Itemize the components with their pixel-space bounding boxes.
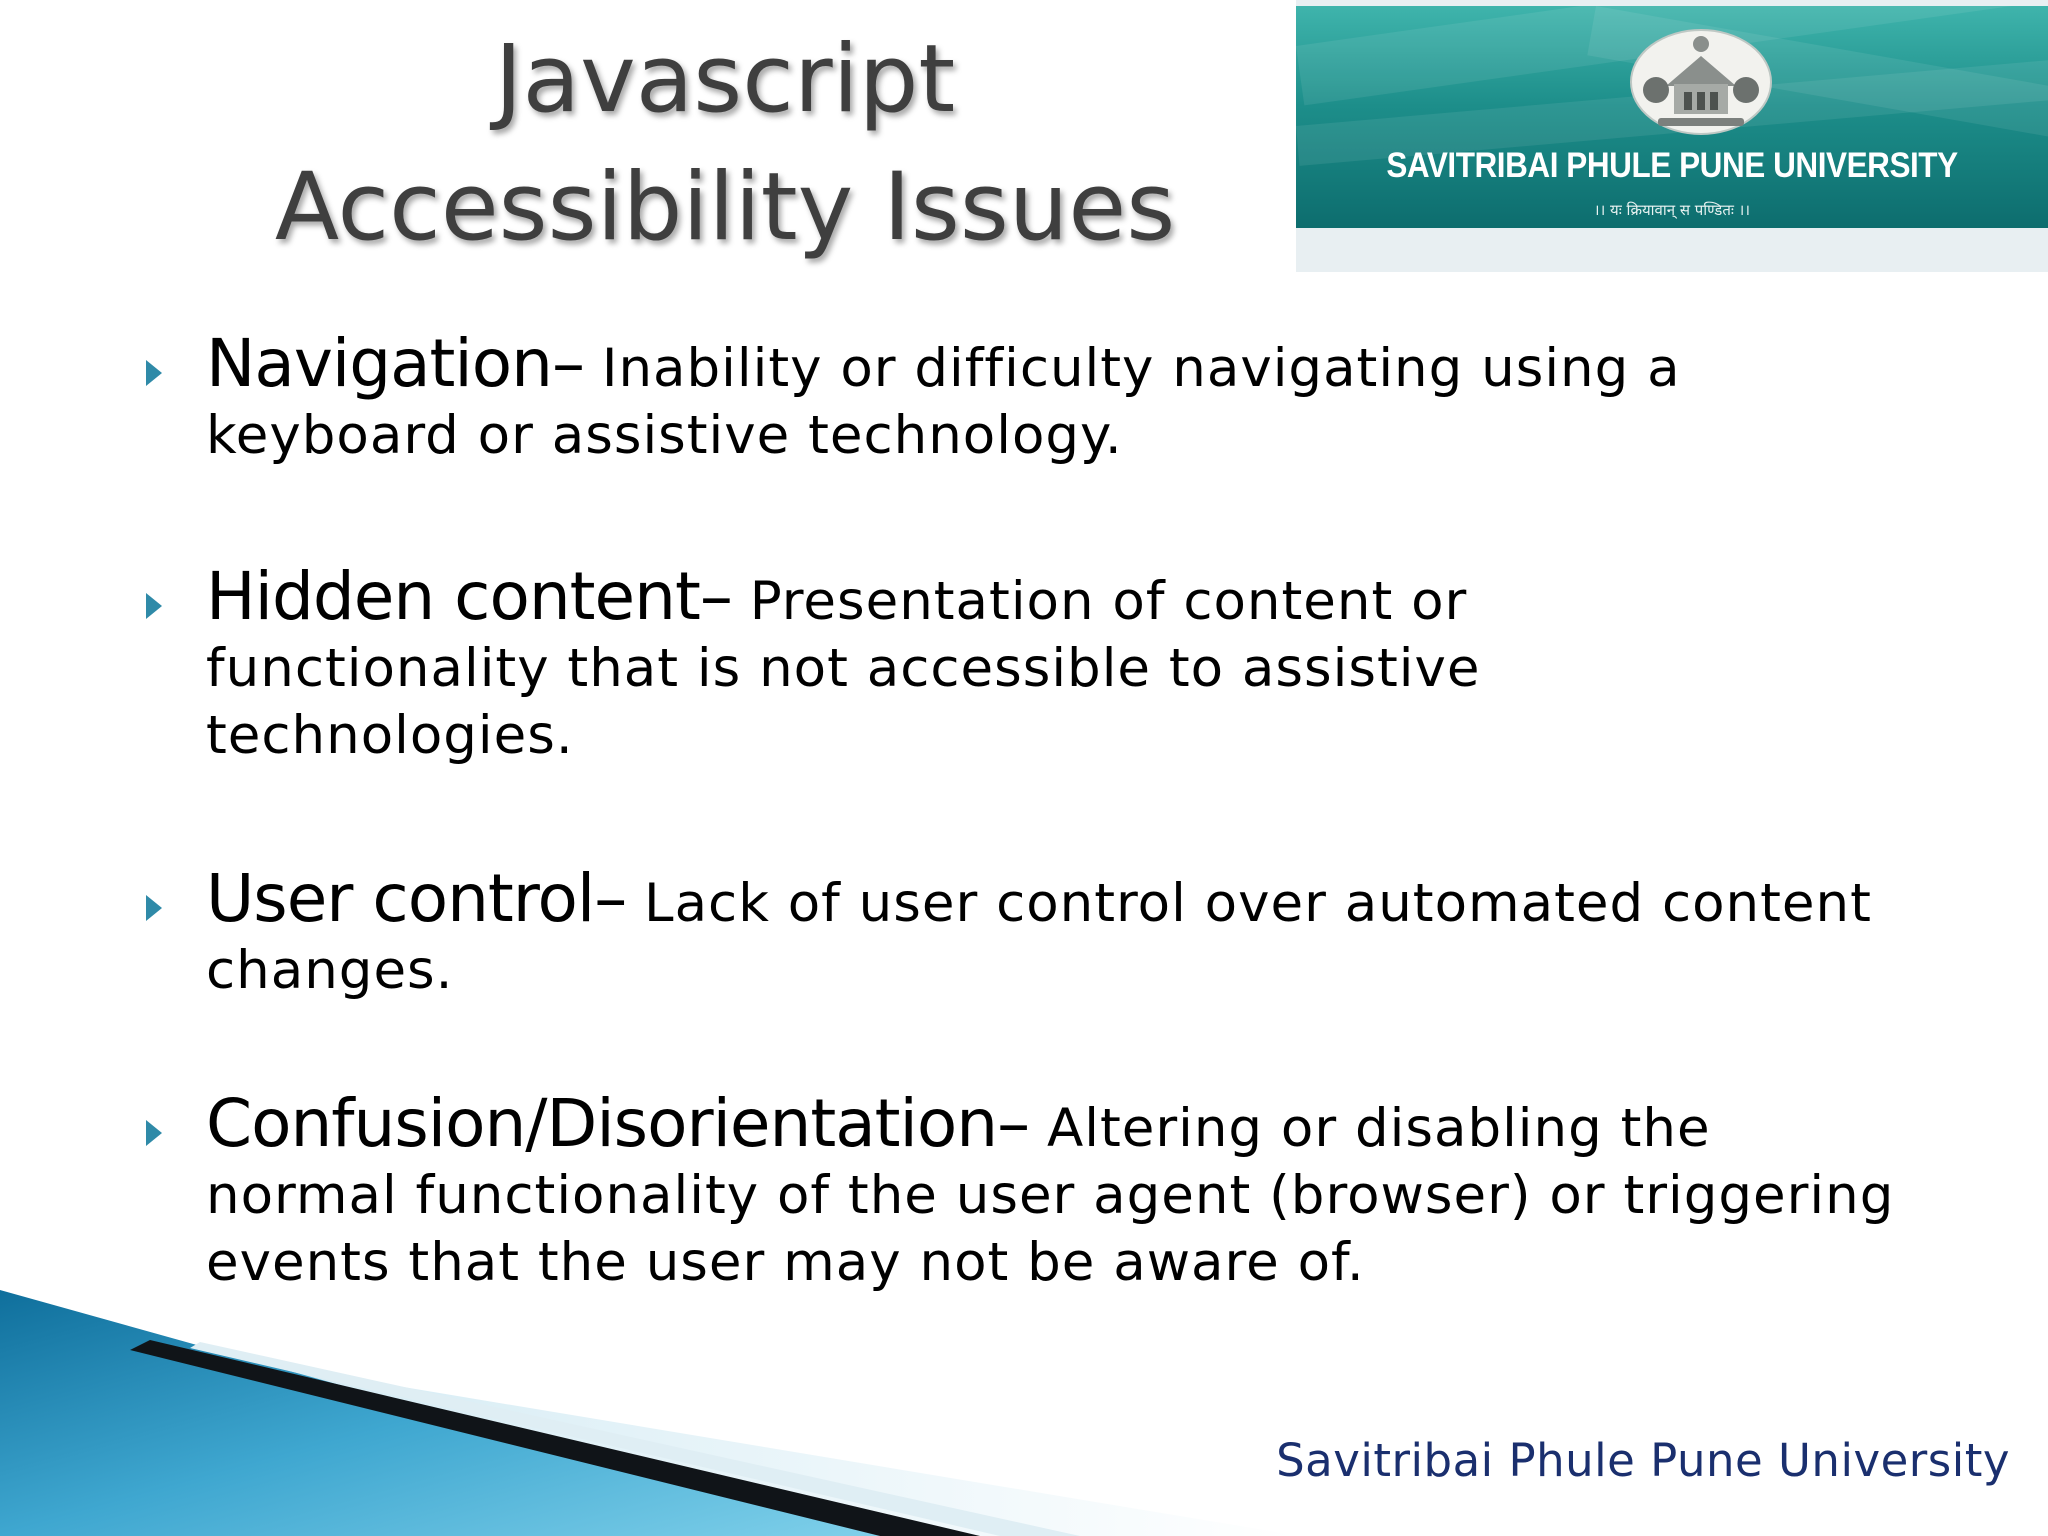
bullet-description-continued: changes.: [206, 940, 454, 1001]
bullet-description-continued: events that the user may not be aware of.: [206, 1232, 1365, 1293]
bullet-text: [206, 325, 2016, 469]
footer-university-name: Savitribai Phule Pune University: [1276, 1434, 2010, 1487]
bullet-term: Navigation–: [206, 325, 584, 402]
banner-motto: ।। यः क्रियावान् स पण्डितः ।।: [1593, 201, 1751, 219]
slide-title-line1: Javascript: [494, 25, 956, 134]
university-seal-icon: [1626, 20, 1776, 138]
banner-background: [1296, 6, 2048, 228]
bullet-text: [206, 558, 2016, 769]
bullet-description-continued: normal functionality of the user agent (browser) or triggering: [206, 1165, 1895, 1226]
triangle-bullet-icon: [146, 360, 162, 386]
bullet-description: Inability or difficulty navigating using a: [583, 338, 1681, 399]
bullet-text: [206, 1085, 2016, 1296]
slide-title-line2: Accessibility Issues: [274, 153, 1176, 262]
bullet-term: Hidden content–: [206, 558, 732, 635]
decorative-swoosh: [0, 1280, 2048, 1536]
bullet-description: Presentation of content or: [731, 571, 1468, 632]
bullet-description: Lack of user control over automated content: [626, 873, 1872, 934]
university-banner: [1296, 0, 2048, 272]
bullet-description-continued: functionality that is not accessible to assistive: [206, 638, 1481, 699]
triangle-bullet-icon: [146, 593, 162, 619]
bullet-term: User control–: [206, 860, 627, 937]
triangle-bullet-icon: [146, 1120, 162, 1146]
bullet-description-continued: technologies.: [206, 705, 574, 766]
banner-university-name: SAVITRIBAI PHULE PUNE UNIVERSITY: [1386, 146, 1958, 185]
bullet-description-continued: keyboard or assistive technology.: [206, 405, 1123, 466]
slide-title: [170, 16, 1280, 272]
bullet-text: [206, 860, 2016, 1004]
bullet-term: Confusion/Disorientation–: [206, 1085, 1030, 1162]
triangle-bullet-icon: [146, 895, 162, 921]
bullet-description: Altering or disabling the: [1029, 1098, 1711, 1159]
